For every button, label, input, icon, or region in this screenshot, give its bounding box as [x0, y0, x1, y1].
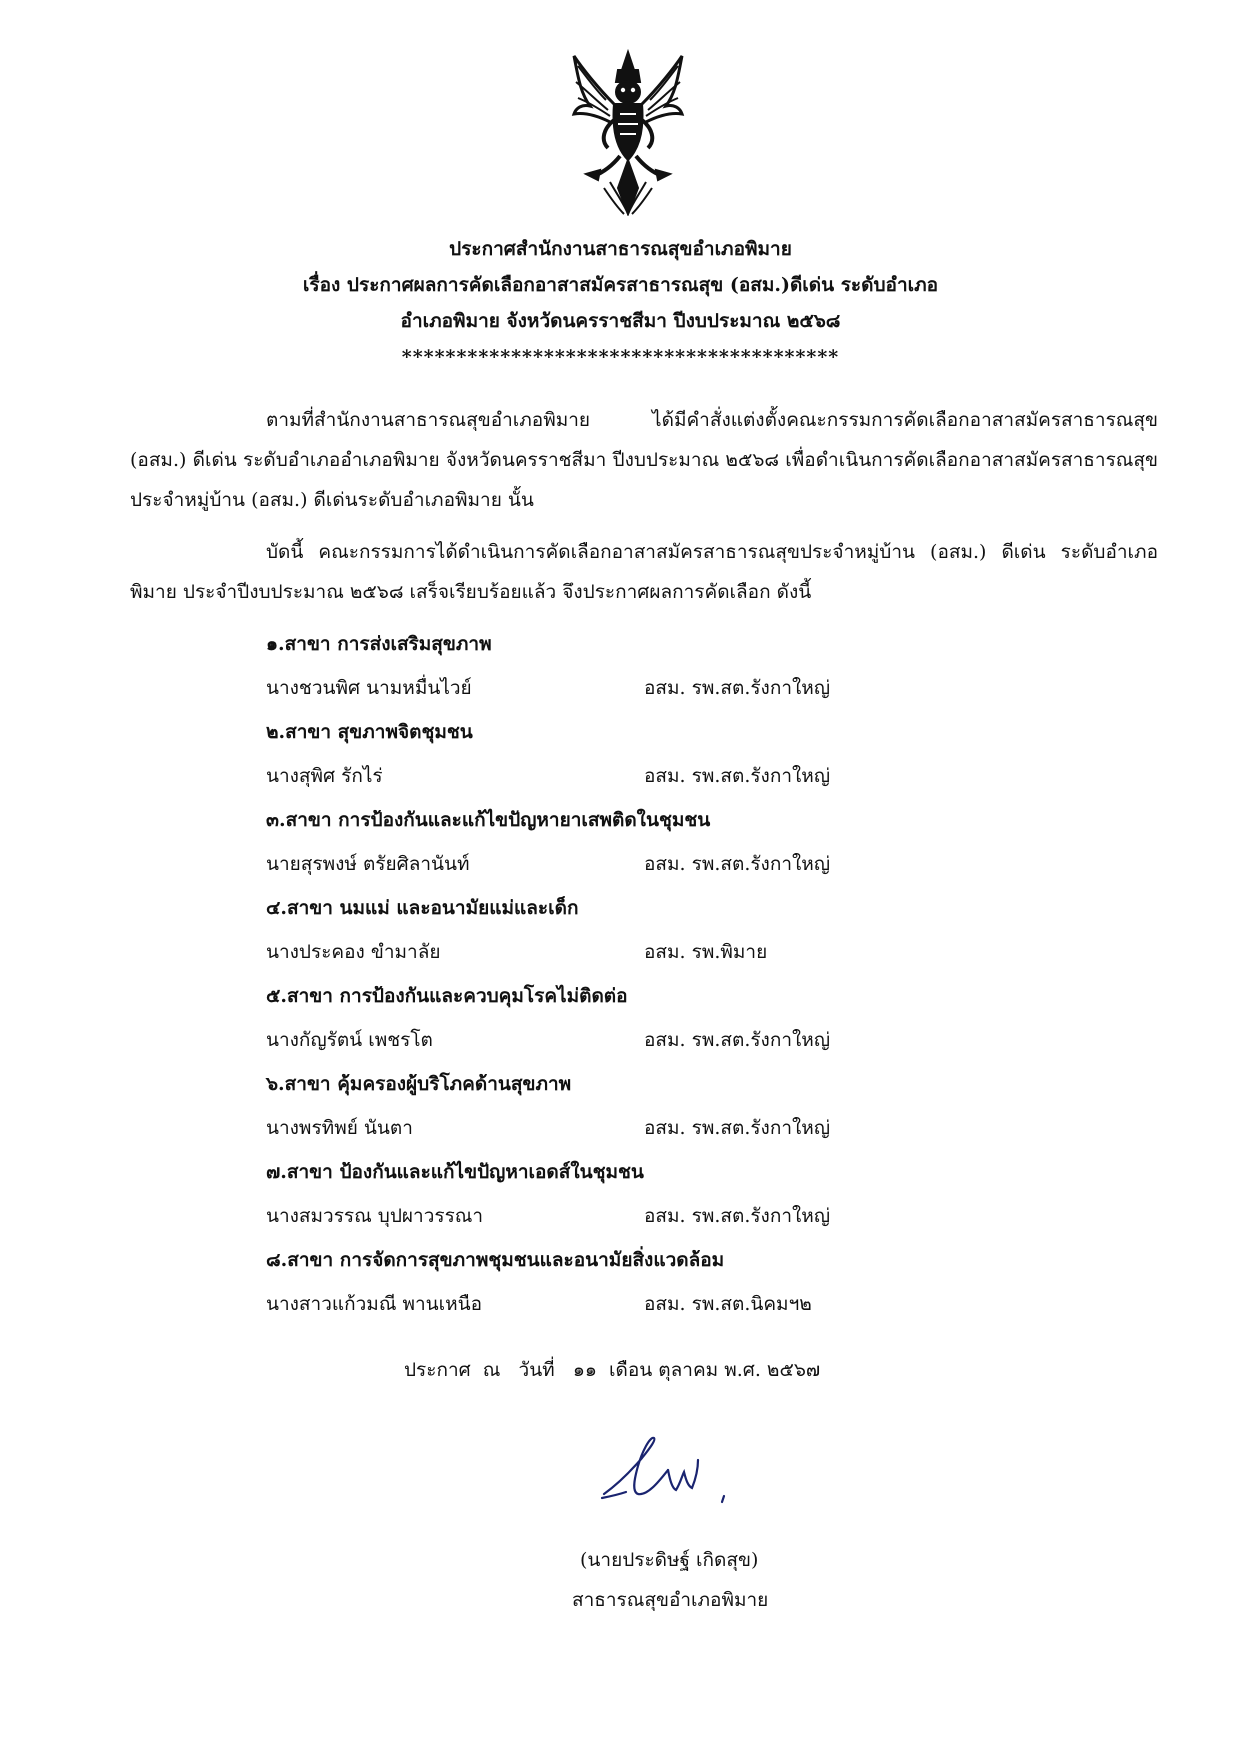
- winner-unit: อสม. รพ.พิมาย: [644, 941, 768, 963]
- branch-7: [266, 1150, 1066, 1238]
- branch-6: [266, 1062, 1066, 1150]
- winner-row: [266, 930, 1066, 974]
- branch-title: ๒.สาขา สุขภาพจิตชุมชน: [266, 721, 473, 743]
- signature-icon: [598, 1432, 748, 1512]
- winner-unit: อสม. รพ.สต.รังกาใหญ่: [644, 1117, 831, 1139]
- winner-unit: อสม. รพ.สต.รังกาใหญ่: [644, 1205, 831, 1227]
- winner-unit: อสม. รพ.สต.รังกาใหญ่: [644, 1029, 831, 1051]
- winner-unit: อสม. รพ.สต.รังกาใหญ่: [644, 677, 831, 699]
- announcement-scope: อำเภอพิมาย จังหวัดนครราชสีมา ปีงบประมาณ ๒๕๖๘: [400, 310, 841, 332]
- branch-4: [266, 886, 1066, 974]
- branch-title: ๘.สาขา การจัดการสุขภาพชุมชนและอนามัยสิ่งแวดล้อม: [266, 1249, 725, 1271]
- winner-unit: อสม. รพ.สต.นิคมฯ๒: [644, 1293, 812, 1315]
- branch-title: ๑.สาขา การส่งเสริมสุขภาพ: [266, 633, 492, 655]
- garuda-emblem-icon: [568, 48, 688, 216]
- winner-name: นางพรทิพย์ นันตา: [266, 1117, 413, 1139]
- winner-name: นางกัญรัตน์ เพชรโต: [266, 1029, 433, 1051]
- winner-name: นางสาวแก้วมณี พานเหนือ: [266, 1293, 483, 1315]
- branch-title: ๓.สาขา การป้องกันและแก้ไขปัญหายาเสพติดในชุมชน: [266, 809, 711, 831]
- winner-row: [266, 842, 1066, 886]
- winner-name: นางชวนพิศ นามหมื่นไวย์: [266, 677, 472, 699]
- winner-unit: อสม. รพ.สต.รังกาใหญ่: [644, 853, 831, 875]
- branch-title: ๗.สาขา ป้องกันและแก้ไขปัญหาเอดส์ในชุมชน: [266, 1161, 644, 1183]
- winner-row: [266, 1282, 1066, 1326]
- winner-row: [266, 666, 1066, 710]
- branch-title: ๖.สาขา คุ้มครองผู้บริโภคด้านสุขภาพ: [266, 1073, 572, 1095]
- winner-unit: อสม. รพ.สต.รังกาใหญ่: [644, 765, 831, 787]
- branch-3: [266, 798, 1066, 886]
- branch-title: ๔.สาขา นมแม่ และอนามัยแม่และเด็ก: [266, 897, 579, 919]
- announcement-subject: เรื่อง ประกาศผลการคัดเลือกอาสาสมัครสาธารณสุข (อสม.)ดีเด่น ระดับอำเภอ: [302, 274, 939, 296]
- branch-title: ๕.สาขา การป้องกันและควบคุมโรคไม่ติดต่อ: [266, 985, 628, 1007]
- announcement-title: ประกาศสำนักงานสาธารณสุขอำเภอพิมาย: [449, 238, 792, 260]
- branch-5: [266, 974, 1066, 1062]
- winner-row: [266, 1018, 1066, 1062]
- branch-8: [266, 1238, 1066, 1326]
- branch-2: [266, 710, 1066, 798]
- winner-name: นางสมวรรณ บุปผาวรรณา: [266, 1205, 484, 1227]
- body-paragraph-2: บัดนี้ คณะกรรมการได้ดำเนินการคัดเลือกอาสาสมัครสาธารณสุขประจำหมู่บ้าน (อสม.) ดีเด่น ระดับอำเภอพิมาย ประจำปีงบประมาณ ๒๕๖๘ เสร็จเรียบร้อยแล้ว จึงประกาศผลการคัดเลือก ดังนี้: [130, 541, 1158, 603]
- branch-1: [266, 622, 1066, 710]
- award-branch-list: [266, 622, 1066, 1326]
- winner-row: [266, 754, 1066, 798]
- winner-name: นายสุรพงษ์ ตรัยศิลานันท์: [266, 853, 470, 875]
- title-separator: ****************************************: [401, 346, 840, 368]
- winner-name: นางประคอง ขำมาลัย: [266, 941, 441, 963]
- signer-name: (นายประดิษฐ์ เกิดสุข): [580, 1549, 759, 1571]
- announcement-date: ประกาศ ณ วันที่ ๑๑ เดือน ตุลาคม พ.ศ. ๒๕๖๗: [404, 1359, 821, 1381]
- body-paragraph-1: ตามที่สำนักงานสาธารณสุขอำเภอพิมาย ได้มีคำสั่งแต่งตั้งคณะกรรมการคัดเลือกอาสาสมัครสาธารณสุข (อสม.) ดีเด่น ระดับอำเภออำเภอพิมาย จังหวัดนครราชสีมา ปีงบประมาณ ๒๕๖๘ เพื่อดำเนินการคัดเลือกอาสาสมัครสาธารณสุขประจำหมู่บ้าน (อสม.) ดีเด่นระดับอำเภอพิมาย นั้น: [130, 409, 1158, 511]
- winner-name: นางสุพิศ รักไร่: [266, 765, 383, 787]
- winner-row: [266, 1106, 1066, 1150]
- signer-title: สาธารณสุขอำเภอพิมาย: [572, 1589, 769, 1611]
- winner-row: [266, 1194, 1066, 1238]
